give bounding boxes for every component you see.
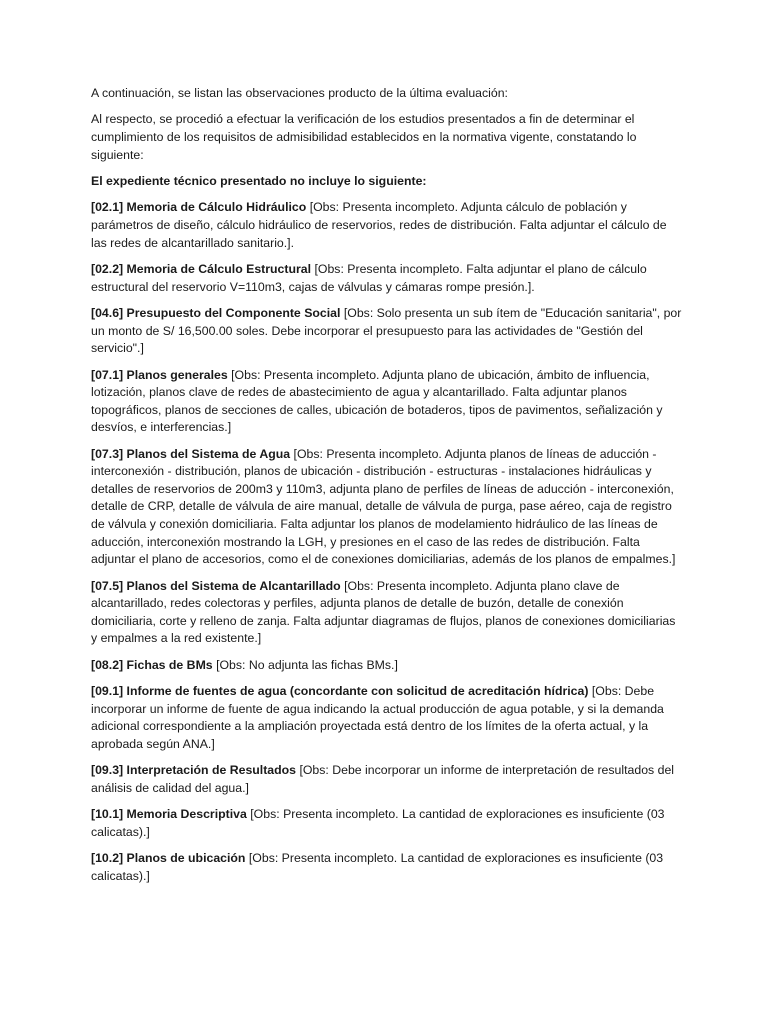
- observation-item: [91, 850, 683, 885]
- item-observation: [Obs: Presenta incompleto. Falta adjuntar el plano de cálculo estructural del reservorio V=110m3, cajas de válvulas y cámaras rompe presión.].: [91, 261, 647, 294]
- item-code: [09.3]: [91, 763, 124, 778]
- observation-item: [91, 261, 683, 296]
- item-code: [09.1]: [91, 684, 124, 699]
- item-observation: [Obs: Presenta incompleto. Adjunta plano clave de alcantarillado, redes colectoras y perfiles, adjunta planos de detalle de buzón, detalle de conexión domiciliaria, corte y relleno de zanja. Falta adjuntar diagramas de flujos, planos de conexiones domiciliarias y empalmes a la red existente.]: [91, 578, 676, 646]
- observation-item: [91, 762, 683, 797]
- observation-item: [91, 806, 683, 841]
- item-code: [07.1]: [91, 367, 124, 382]
- observation-item: [91, 199, 683, 252]
- item-code: [04.6]: [91, 305, 124, 320]
- item-title: Interpretación de Resultados: [126, 763, 297, 778]
- item-observation: [Obs: Presenta incompleto. Adjunta planos de líneas de aducción - interconexión - distribución, planos de ubicación - distribución - estructuras - instalaciones hidráulicas y detalles de reservorios de 200m3 y 110m3, adjunta plano de perfiles de líneas de aducción - interconexión, detalle de CRP, detalle de válvula de aire manual, detalle de válvula de purga, pase aéreo, caja de registro de válvula y conexión domiciliaria. Falta adjuntar los planos de modelamiento hidráulico de las líneas de aducción, interconexión mostrando la LGH, y presiones en el caso de las redes de distribución. Falta adjuntar el plano de accesorios, como el de conexiones domiciliarias, además de los planos de empalmes.]: [91, 446, 676, 567]
- item-observation: [Obs: Presenta incompleto. Adjunta plano de ubicación, ámbito de influencia, lotización, planos clave de redes de abastecimiento de agua y alcantarillado. Falta adjuntar planos topográficos, planos de secciones de calles, ubicación de botaderos, tipos de pavimentos, señalización y desvíos, e interferencias.]: [91, 367, 663, 435]
- item-observation: [Obs: Debe incorporar un informe de interpretación de resultados del análisis de calidad del agua.]: [91, 763, 675, 795]
- observation-item: [91, 367, 683, 437]
- observation-item: [91, 683, 683, 753]
- section-heading: [91, 173, 683, 191]
- item-observation: [Obs: Solo presenta un sub ítem de "Educación sanitaria", por un monto de S/ 16,500.00 soles. Debe incorporar el presupuesto para las actividades de "Gestión del servicio".]: [91, 305, 682, 356]
- observation-item: [91, 446, 683, 569]
- item-code: [07.5]: [91, 578, 124, 593]
- item-observation: [Obs: Debe incorporar un informe de fuente de agua indicando la actual producción de agua potable, y si la demanda adicional correspondiente a la ampliación proyectada está dentro de los límites de la oferta actual, y la aprobada según ANA.]: [91, 684, 664, 751]
- item-title: Planos del Sistema de Alcantarillado: [126, 578, 341, 593]
- item-title: Planos generales: [126, 367, 228, 382]
- item-title: Memoria de Cálculo Hidráulico: [126, 200, 307, 215]
- item-observation: [Obs: Presenta incompleto. La cantidad de exploraciones es insuficiente (03 calicatas).]: [91, 851, 664, 883]
- item-code: [02.1]: [91, 200, 124, 215]
- item-title: Fichas de BMs: [126, 657, 213, 672]
- observation-item: [91, 657, 683, 675]
- item-code: [08.2]: [91, 657, 124, 672]
- item-title: Memoria Descriptiva: [126, 807, 247, 822]
- item-code: [10.2]: [91, 851, 124, 866]
- intro-paragraph-1: A continuación, se listan las observaciones producto de la última evaluación:: [91, 86, 508, 100]
- item-title: Presupuesto del Componente Social: [126, 305, 341, 320]
- item-code: [02.2]: [91, 261, 124, 276]
- item-code: [07.3]: [91, 446, 124, 461]
- observation-item: [91, 305, 683, 358]
- intro-paragraph-2: Al respecto, se procedió a efectuar la verificación de los estudios presentados a fin de determinar el cumplimiento de los requisitos de admisibilidad establecidos en la normativa vigente, constatando lo siguiente:: [91, 112, 637, 162]
- item-observation: [Obs: Presenta incompleto. Adjunta cálculo de población y parámetros de diseño, cálculo hidráulico de reservorios, redes de distribución. Falta adjuntar el cálculo de las redes de alcantarillado sanitario.].: [91, 200, 667, 250]
- document-body: [91, 85, 683, 894]
- item-code: [10.1]: [91, 807, 124, 822]
- item-title: Planos del Sistema de Agua: [126, 446, 291, 461]
- item-title: Planos de ubicación: [126, 851, 246, 866]
- item-observation: [Obs: No adjunta las fichas BMs.]: [216, 657, 398, 672]
- item-title: Informe de fuentes de agua (concordante con solicitud de acreditación hídrica): [126, 684, 589, 699]
- item-observation: [Obs: Presenta incompleto. La cantidad de exploraciones es insuficiente (03 calicatas).]: [91, 807, 665, 839]
- observation-item: [91, 578, 683, 648]
- section-heading-text: El expediente técnico presentado no incluye lo siguiente:: [91, 173, 427, 188]
- item-title: Memoria de Cálculo Estructural: [126, 261, 312, 276]
